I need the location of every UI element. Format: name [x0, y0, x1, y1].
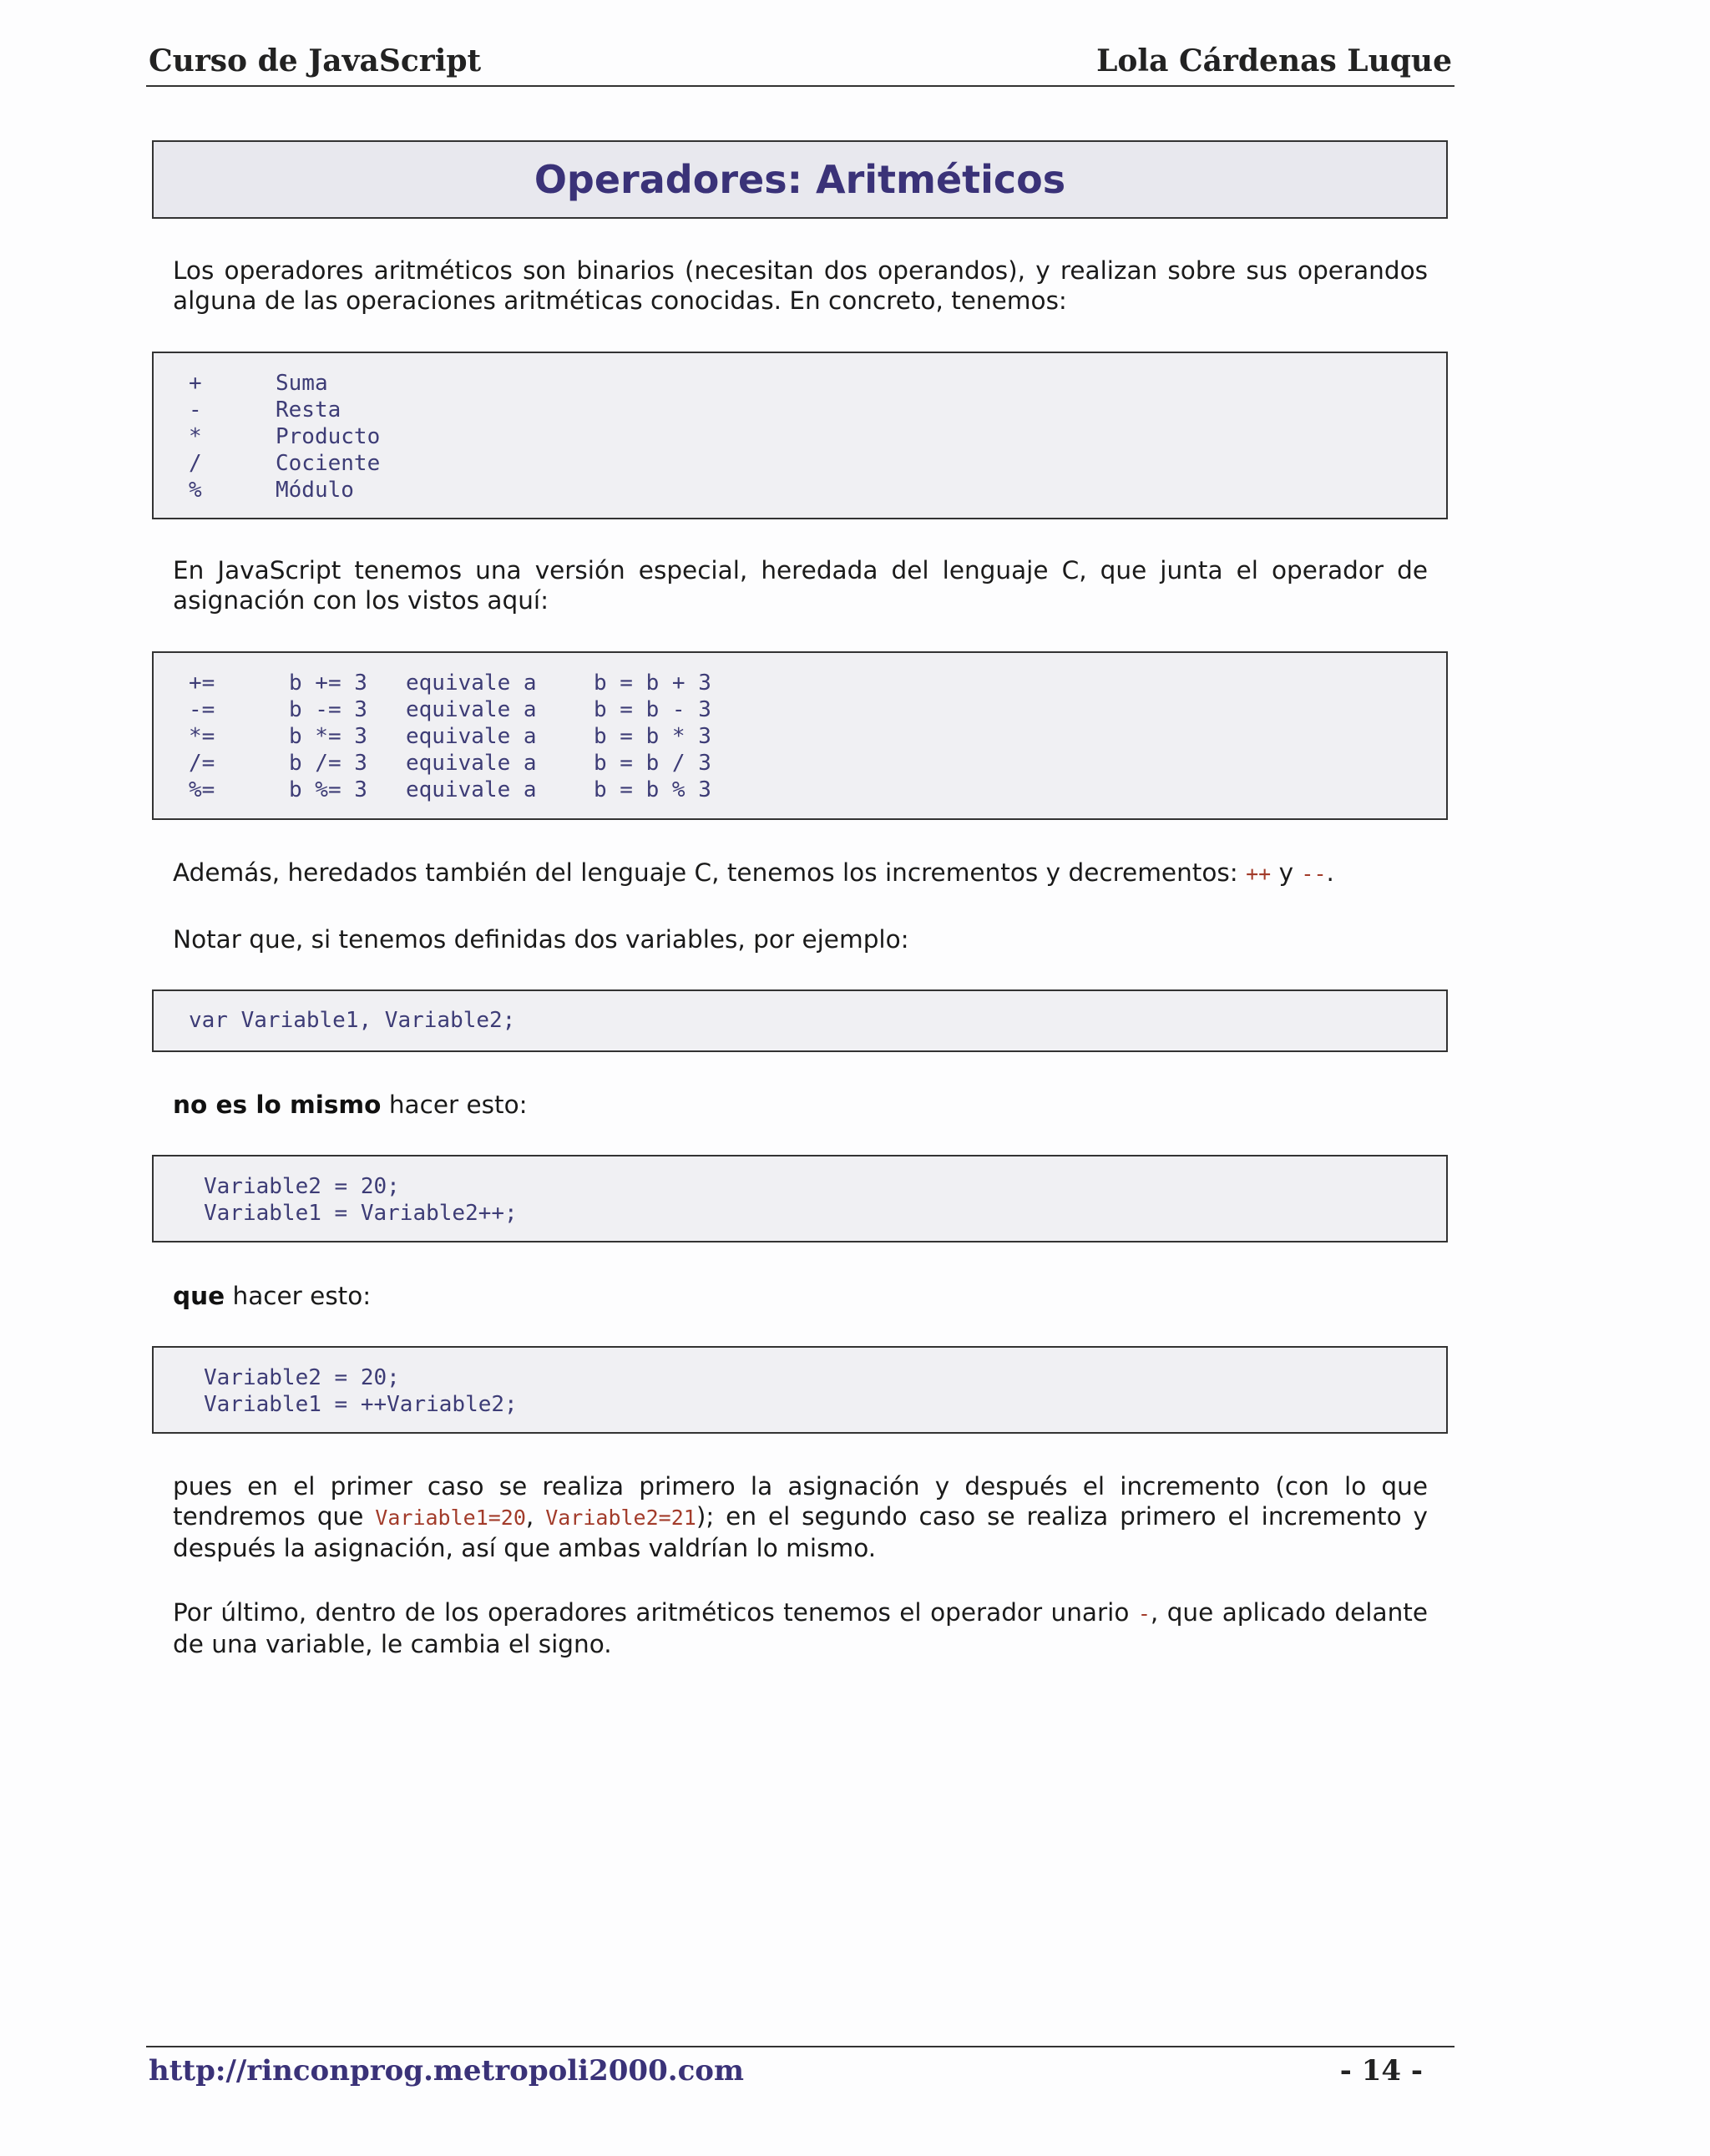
- compound-result: b = b * 3: [594, 724, 711, 749]
- que-paragraph: [173, 1281, 1428, 1311]
- compound-example: b -= 3: [289, 697, 367, 722]
- compound-example: b /= 3: [289, 751, 367, 776]
- operator-symbol: %: [189, 478, 202, 503]
- compound-operator: -=: [189, 697, 215, 722]
- explanation-text-end: ); en el segundo caso se realiza primero el incremento y después la asignación, así que ambas valdrían lo mismo.: [173, 1502, 1428, 1562]
- unary-text-end: , que aplicado delante de una variable, le cambia el signo.: [173, 1598, 1428, 1658]
- compound-equiv: equivale a: [406, 724, 537, 749]
- var-code-box: [152, 989, 1448, 1052]
- compound-equiv: equivale a: [406, 671, 537, 696]
- operator-symbol: -: [189, 397, 202, 423]
- compound-intro-paragraph: En JavaScript tenemos una versión especial, heredada del lenguaje C, que junta el operador de asignación con los vistos aquí:: [173, 556, 1428, 615]
- code-line: Variable2 = 20;: [204, 1174, 400, 1199]
- operators-code-box: [152, 352, 1448, 519]
- pre-increment-code-box: [152, 1346, 1448, 1434]
- not-same-rest: hacer esto:: [381, 1091, 528, 1119]
- compound-example: b %= 3: [289, 777, 367, 802]
- section-title-box: [152, 140, 1448, 219]
- code-line: var Variable1, Variable2;: [189, 1008, 516, 1033]
- compound-equiv: equivale a: [406, 751, 537, 776]
- increments-paragraph: [173, 858, 1428, 889]
- code-line: Variable1 = Variable2++;: [204, 1201, 518, 1226]
- operator-name: Producto: [276, 424, 381, 449]
- explanation-paragraph: [173, 1471, 1428, 1563]
- not-same-bold: no es lo mismo: [173, 1091, 382, 1119]
- intro-paragraph: Los operadores aritméticos son binarios (necesitan dos operandos), y realizan sobre sus operandos alguna de las operaciones aritméticas conocidas. En concreto, tenemos:: [173, 256, 1428, 315]
- compound-result: b = b % 3: [594, 777, 711, 802]
- incr-conjunction: y: [1271, 858, 1302, 887]
- decrement-operator: --: [1301, 862, 1327, 886]
- unary-paragraph: [173, 1597, 1428, 1659]
- compound-result: b = b + 3: [594, 671, 711, 696]
- author-name: Lola Cárdenas Luque: [1096, 43, 1452, 78]
- course-title: Curso de JavaScript: [149, 43, 482, 78]
- increment-operator: ++: [1246, 862, 1272, 886]
- incr-text: Además, heredados también del lenguaje C, tenemos los incrementos y decrementos:: [173, 858, 1247, 887]
- operator-name: Módulo: [276, 478, 354, 503]
- unary-operator: -: [1137, 1602, 1151, 1626]
- page-footer: [146, 2046, 1455, 2098]
- operator-symbol: +: [189, 371, 202, 396]
- compound-example: b += 3: [289, 671, 367, 696]
- operator-name: Resta: [276, 397, 341, 423]
- inline-code-var1: Variable1=20: [375, 1506, 526, 1530]
- operator-name: Cociente: [276, 451, 381, 476]
- incr-end: .: [1326, 858, 1334, 887]
- unary-text: Por último, dentro de los operadores aritméticos tenemos el operador unario: [173, 1598, 1138, 1627]
- code-line: [189, 777, 711, 937]
- site-link[interactable]: http://rinconprog.metropoli2000.com: [149, 2054, 744, 2088]
- explanation-separator: ,: [525, 1502, 546, 1531]
- compound-operator: /=: [189, 751, 215, 776]
- que-bold: que: [173, 1282, 225, 1310]
- compound-operator: *=: [189, 724, 215, 749]
- compound-operator: %=: [189, 777, 215, 802]
- que-rest: hacer esto:: [225, 1282, 372, 1310]
- compound-result: b = b / 3: [594, 751, 711, 776]
- note-paragraph: Notar que, si tenemos definidas dos variables, por ejemplo:: [173, 925, 909, 954]
- explanation-text: pues en el primer caso se realiza primero la asignación y después el incremento (con lo que tendremos que: [173, 1472, 1428, 1531]
- compound-result: b = b - 3: [594, 697, 711, 722]
- page-header: [146, 43, 1455, 87]
- compound-example: b *= 3: [289, 724, 367, 749]
- operator-name: Suma: [276, 371, 328, 396]
- operator-symbol: /: [189, 451, 202, 476]
- inline-code-var2: Variable2=21: [545, 1506, 696, 1530]
- post-increment-code-box: [152, 1155, 1448, 1242]
- compound-equiv: equivale a: [406, 777, 537, 802]
- code-line: Variable1 = ++Variable2;: [204, 1392, 518, 1417]
- code-line: Variable2 = 20;: [204, 1365, 400, 1390]
- page-number: - 14 -: [1339, 2054, 1423, 2088]
- section-title: Operadores: Aritméticos: [534, 157, 1066, 202]
- not-same-paragraph: [173, 1090, 1428, 1120]
- compound-equiv: equivale a: [406, 697, 537, 722]
- operator-symbol: *: [189, 424, 202, 449]
- compound-operator: +=: [189, 671, 215, 696]
- compound-code-box: [152, 651, 1448, 820]
